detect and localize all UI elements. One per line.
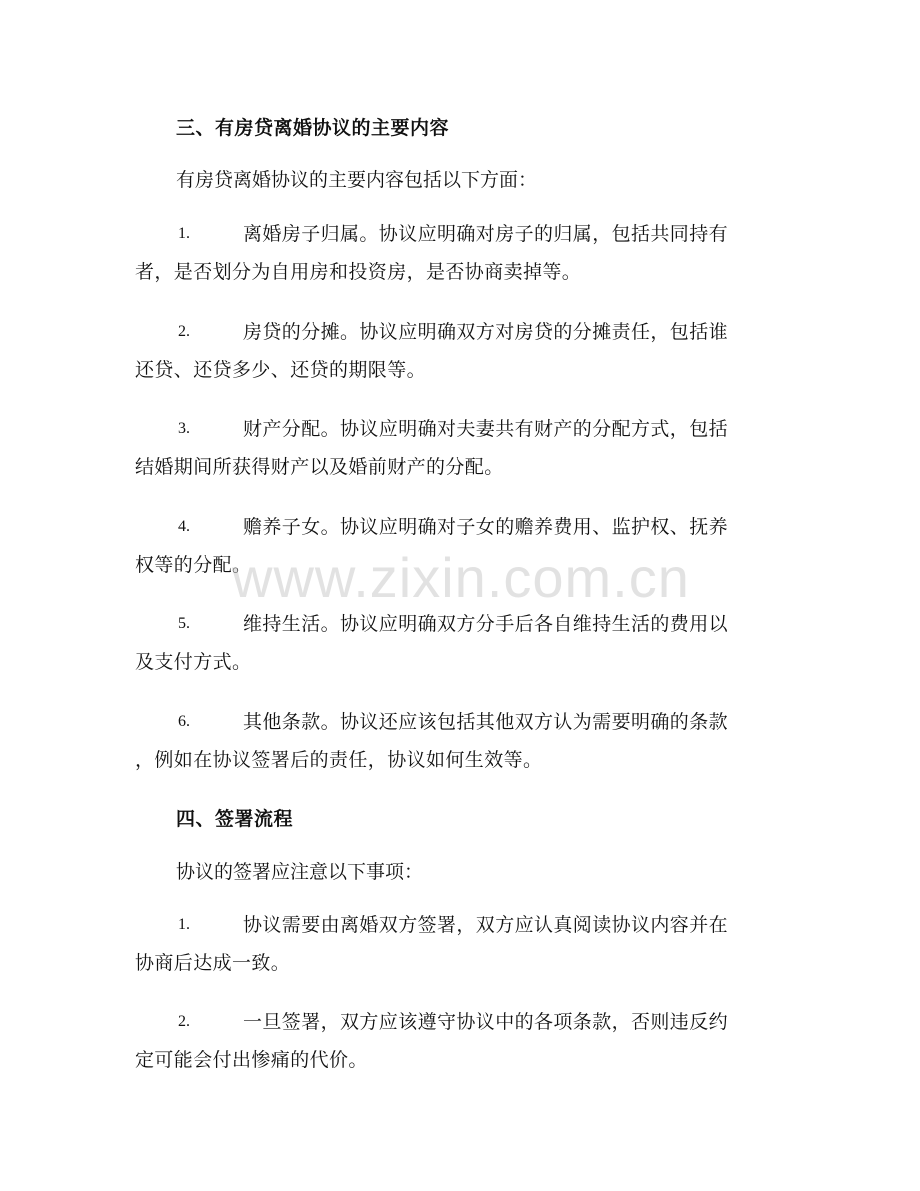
list-item-text-continued: 还贷、还贷多少、还贷的期限等。 — [135, 359, 427, 381]
list-item-text: 协议需要由离婚双方签署，双方应认真阅读协议内容并在 — [243, 914, 729, 936]
section-3-list-item-6 — [135, 710, 775, 771]
list-item-text-continued: 协商后达成一致。 — [135, 952, 291, 974]
list-item-number: 5. — [178, 615, 190, 632]
list-item-number: 4. — [178, 518, 190, 535]
section-3-list-item-3 — [135, 417, 775, 478]
section-3-heading: 三、有房贷离婚协议的主要内容 — [176, 117, 450, 139]
list-item-text-continued: 及支付方式。 — [135, 651, 252, 673]
section-3-list-item-2 — [135, 320, 775, 381]
list-item-number: 2. — [178, 323, 190, 340]
watermark: www.zixin.com.cn — [232, 546, 690, 609]
section-4-list-item-2 — [135, 1010, 775, 1071]
list-item-text-continued: 权等的分配。 — [135, 554, 252, 576]
section-3-list-item-5 — [135, 612, 775, 673]
list-item-text: 维持生活。协议应明确双方分手后各自维持生活的费用以 — [243, 613, 729, 635]
section-4-intro: 协议的签署应注意以下事项： — [176, 861, 424, 883]
list-item-text-continued: 者，是否划分为自用房和投资房，是否协商卖掉等。 — [135, 261, 582, 283]
list-item-text-continued: 定可能会付出惨痛的代价。 — [135, 1049, 368, 1071]
list-item-text: 赡养子女。协议应明确对子女的赡养费用、监护权、抚养 — [243, 516, 729, 538]
list-item-text: 其他条款。协议还应该包括其他双方认为需要明确的条款 — [243, 711, 729, 733]
list-item-text: 财产分配。协议应明确对夫妻共有财产的分配方式，包括 — [243, 418, 729, 440]
list-item-number: 2. — [178, 1013, 190, 1030]
section-3-list-item-4 — [135, 515, 775, 576]
list-item-number: 1. — [178, 916, 190, 933]
list-item-text: 离婚房子归属。协议应明确对房子的归属，包括共同持有 — [243, 223, 729, 245]
list-item-text: 一旦签署，双方应该遵守协议中的各项条款，否则违反约 — [243, 1011, 729, 1033]
section-3-intro: 有房贷离婚协议的主要内容包括以下方面： — [176, 169, 538, 191]
list-item-text-continued: ，例如在协议签署后的责任，协议如何生效等。 — [135, 749, 543, 771]
list-item-number: 1. — [178, 225, 190, 242]
list-item-number: 3. — [178, 420, 190, 437]
list-item-text-continued: 结婚期间所获得财产以及婚前财产的分配。 — [135, 456, 504, 478]
list-item-number: 6. — [178, 713, 190, 730]
section-4-heading: 四、签署流程 — [176, 808, 294, 830]
list-item-text: 房贷的分摊。协议应明确双方对房贷的分摊责任，包括谁 — [243, 321, 729, 343]
section-4-list-item-1 — [135, 913, 775, 974]
section-3-list-item-1 — [135, 222, 775, 283]
